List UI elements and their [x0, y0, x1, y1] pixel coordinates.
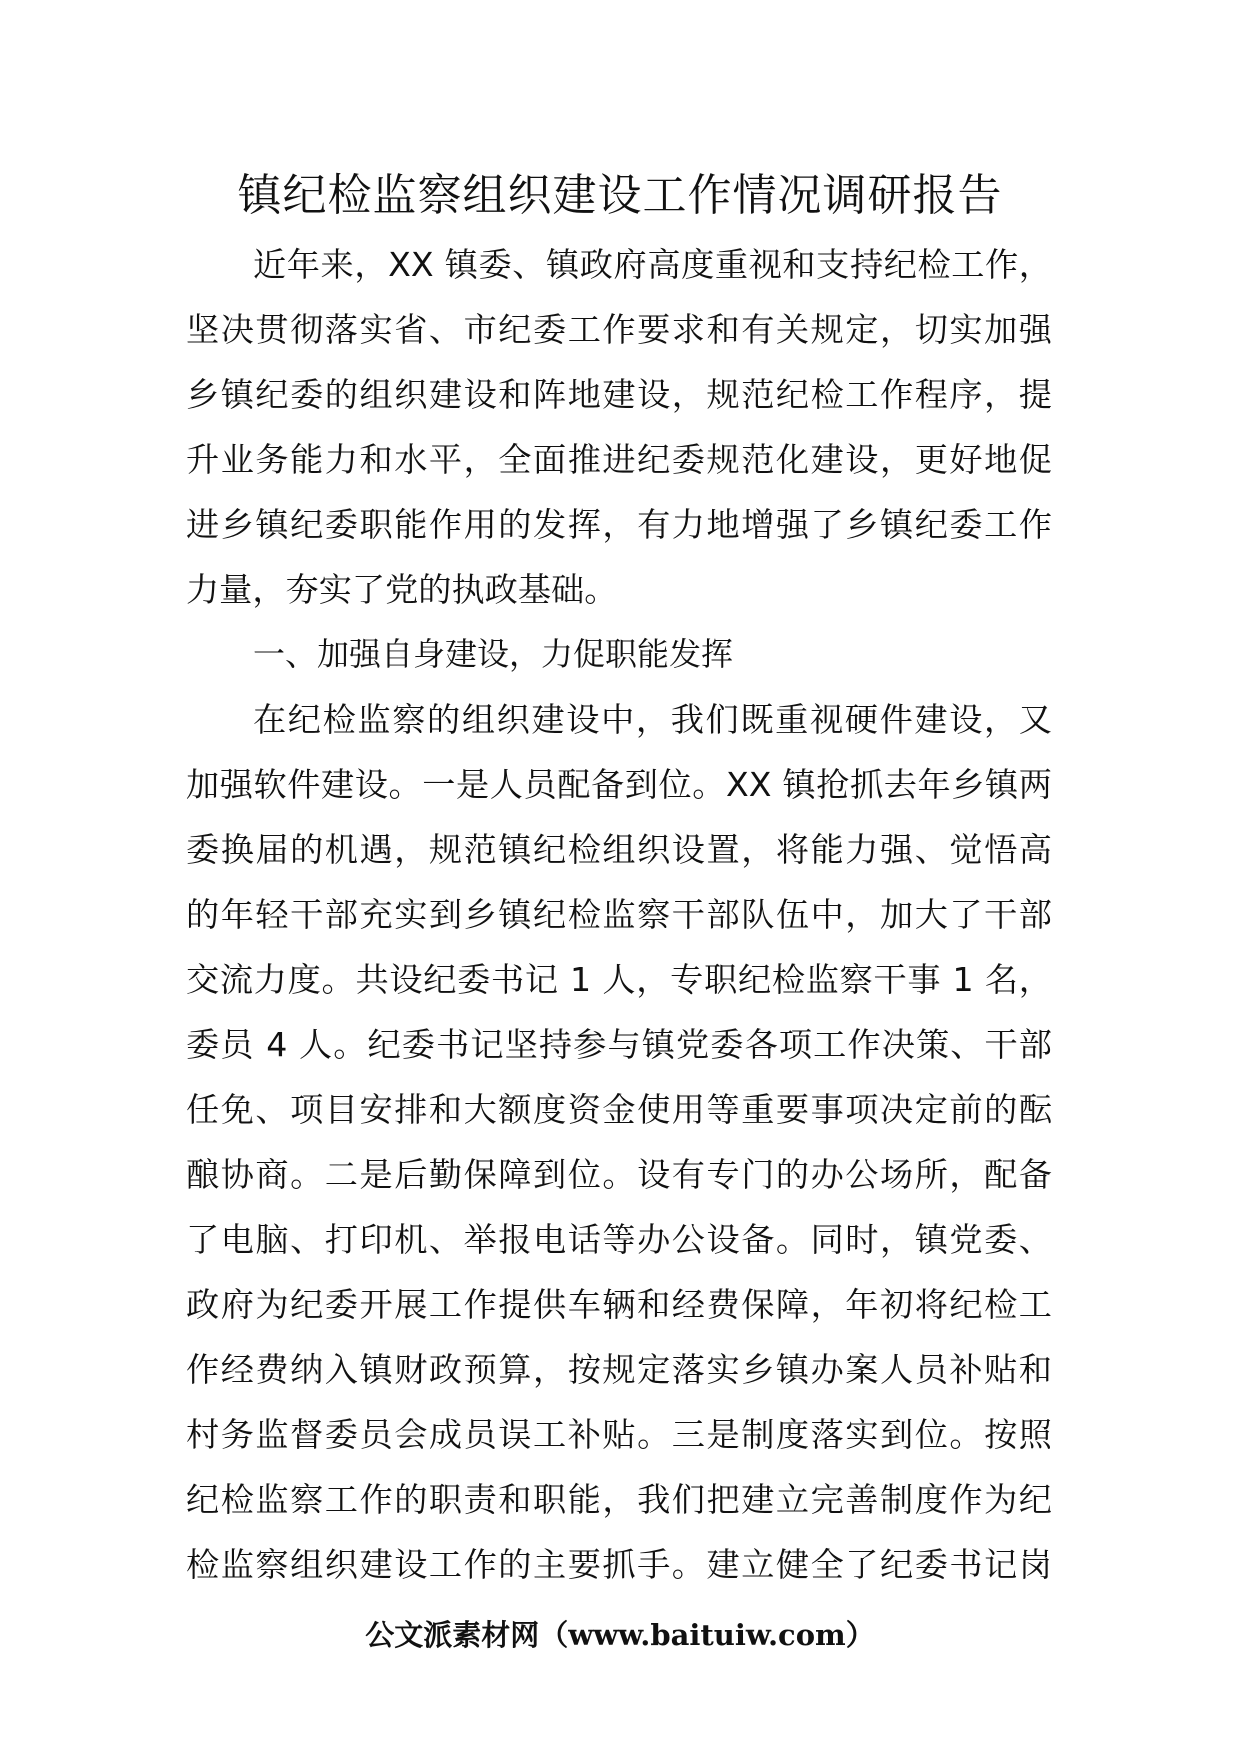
document-title: 镇纪检监察组织建设工作情况调研报告 [237, 170, 1003, 221]
paragraph-line: 进乡镇纪委职能作用的发挥，有力地增强了乡镇纪委工作 [186, 505, 1052, 544]
paragraph-line: 酿协商。二是后勤保障到位。设有专门的办公场所，配备 [186, 1155, 1052, 1194]
paragraph-line: 升业务能力和水平，全面推进纪委规范化建设，更好地促 [186, 440, 1052, 479]
paragraph-line: 政府为纪委开展工作提供车辆和经费保障，年初将纪检工 [186, 1285, 1052, 1324]
paragraph-line: 任免、项目安排和大额度资金使用等重要事项决定前的酝 [186, 1090, 1052, 1129]
paragraph-line: 乡镇纪委的组织建设和阵地建设，规范纪检工作程序，提 [186, 375, 1052, 414]
section-heading: 一、加强自身建设，力促职能发挥 [253, 635, 734, 673]
paragraph-line: 在纪检监察的组织建设中，我们既重视硬件建设，又 [253, 700, 1052, 739]
paragraph-line: 坚决贯彻落实省、市纪委工作要求和有关规定，切实加强 [186, 310, 1052, 349]
paragraph-line: 委员 4 人。纪委书记坚持参与镇党委各项工作决策、干部 [186, 1025, 1052, 1064]
paragraph-line: 了电脑、打印机、举报电话等办公设备。同时，镇党委、 [186, 1220, 1052, 1259]
paragraph-line: 纪检监察工作的职责和职能，我们把建立完善制度作为纪 [186, 1480, 1052, 1519]
paragraph-line: 村务监督委员会成员误工补贴。三是制度落实到位。按照 [186, 1415, 1052, 1454]
paragraph-line: 交流力度。共设纪委书记 1 人，专职纪检监察干事 1 名， [186, 960, 1052, 999]
watermark-footer: 公文派素材网（www.baituiw.com） [365, 1618, 875, 1652]
paragraph-line: 的年轻干部充实到乡镇纪检监察干部队伍中，加大了干部 [186, 895, 1052, 934]
paragraph-line: 检监察组织建设工作的主要抓手。建立健全了纪委书记岗 [186, 1545, 1052, 1584]
paragraph-line: 力量，夯实了党的执政基础。 [186, 570, 618, 609]
paragraph-line: 作经费纳入镇财政预算，按规定落实乡镇办案人员补贴和 [186, 1350, 1052, 1389]
paragraph-line: 委换届的机遇，规范镇纪检组织设置，将能力强、觉悟高 [186, 830, 1052, 869]
document-body [186, 232, 1052, 1597]
paragraph-line: 近年来，XX 镇委、镇政府高度重视和支持纪检工作， [253, 245, 1052, 284]
paragraph-line: 加强软件建设。一是人员配备到位。XX 镇抢抓去年乡镇两 [186, 765, 1052, 804]
